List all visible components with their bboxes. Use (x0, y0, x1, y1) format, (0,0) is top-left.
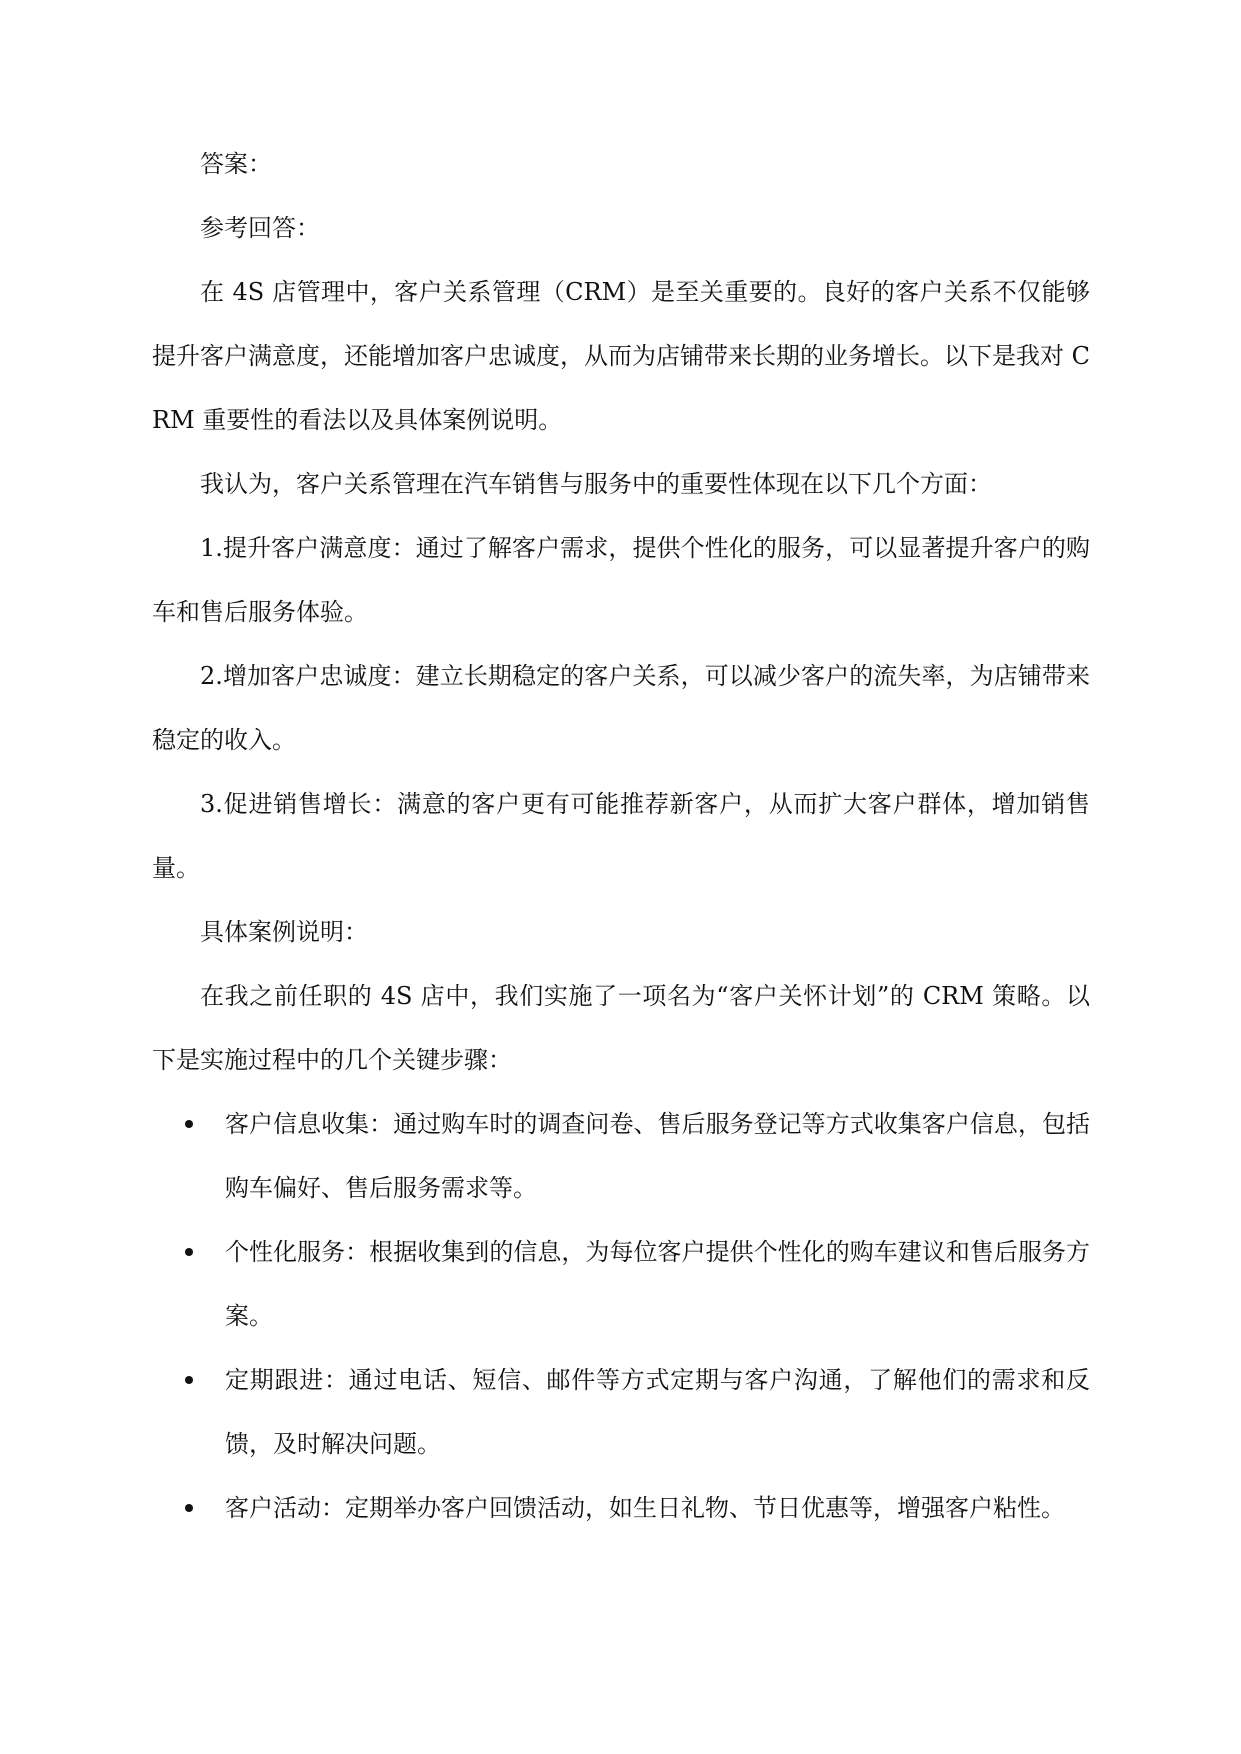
list-item (152, 1092, 1090, 1220)
intro-paragraph: 在 4S 店管理中，客户关系管理（CRM）是至关重要的。良好的客户关系不仅能够提升客户满意度，还能增加客户忠诚度，从而为店铺带来长期的业务增长。以下是我对 CRM 重要性的看法以及具体案例说明。 (152, 278, 1090, 434)
case-heading: 具体案例说明： (200, 918, 368, 946)
list-item (152, 1220, 1090, 1348)
bullet-icon (185, 1376, 193, 1384)
list-item (152, 1348, 1090, 1476)
document-body (152, 132, 1090, 1540)
list-item-text: 定期跟进：通过电话、短信、邮件等方式定期与客户沟通，了解他们的需求和反馈，及时解决问题。 (225, 1366, 1090, 1458)
bullet-icon (185, 1120, 193, 1128)
list-item (152, 1476, 1090, 1540)
importance-paragraph: 我认为，客户关系管理在汽车销售与服务中的重要性体现在以下几个方面： (200, 470, 992, 498)
point-2-paragraph: 2.增加客户忠诚度：建立长期稳定的客户关系，可以减少客户的流失率，为店铺带来稳定的收入。 (152, 662, 1090, 754)
list-item-text: 客户活动：定期举办客户回馈活动，如生日礼物、节日优惠等，增强客户粘性。 (225, 1494, 1065, 1522)
list-item-text: 个性化服务：根据收集到的信息，为每位客户提供个性化的购车建议和售后服务方案。 (225, 1238, 1090, 1330)
point-1-paragraph: 1.提升客户满意度：通过了解客户需求，提供个性化的服务，可以显著提升客户的购车和售后服务体验。 (152, 534, 1090, 626)
bullet-icon (185, 1504, 193, 1512)
case-intro-paragraph: 在我之前任职的 4S 店中，我们实施了一项名为“客户关怀计划”的 CRM 策略。以下是实施过程中的几个关键步骤： (152, 982, 1090, 1074)
bullet-icon (185, 1248, 193, 1256)
steps-list (152, 1092, 1090, 1540)
point-3-paragraph: 3.促进销售增长：满意的客户更有可能推荐新客户，从而扩大客户群体，增加销售量。 (152, 790, 1090, 882)
list-item-text: 客户信息收集：通过购车时的调查问卷、售后服务登记等方式收集客户信息，包括购车偏好、售后服务需求等。 (225, 1110, 1090, 1202)
answer-heading: 答案： (200, 150, 272, 178)
reference-answer-heading: 参考回答： (200, 214, 320, 242)
